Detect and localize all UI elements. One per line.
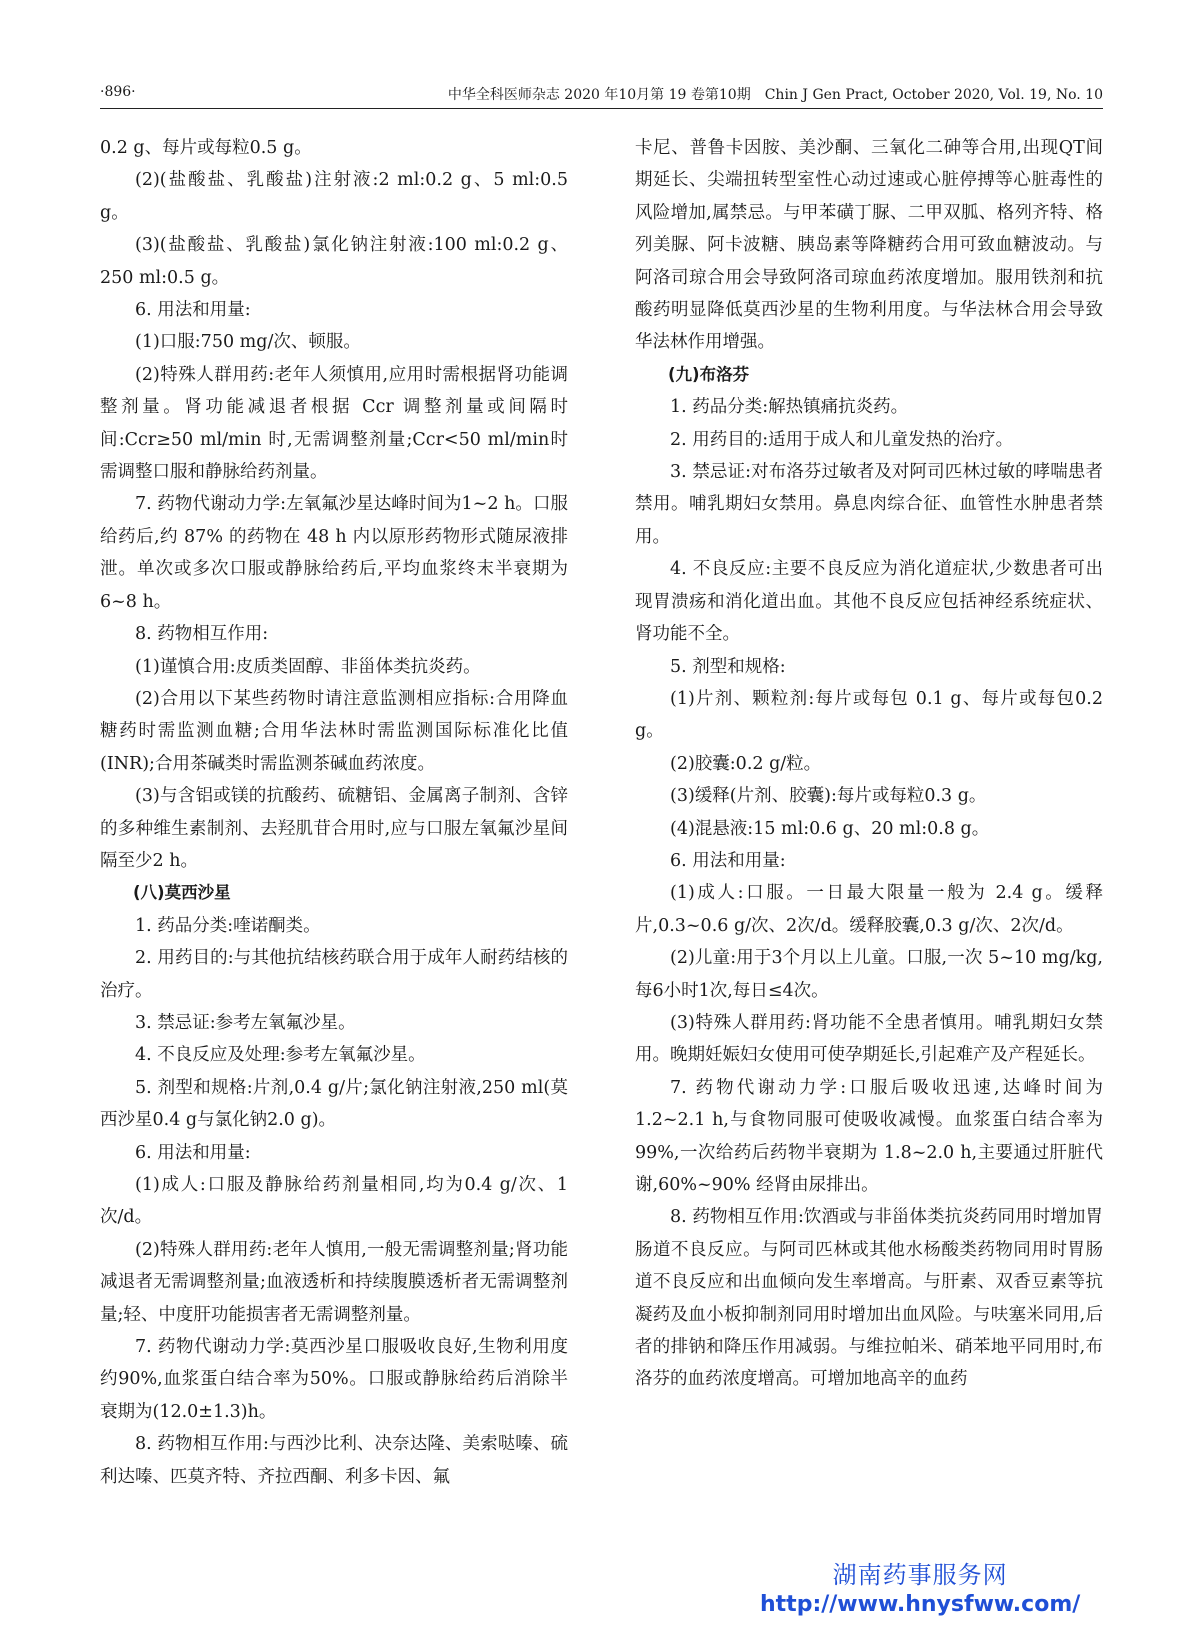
right-paragraph: 3. 禁忌证:对布洛芬过敏者及对阿司匹林过敏的哮喘患者禁用。哺乳期妇女禁用。鼻息肉综合征、血管性水肿患者禁用。 <box>635 462 1103 547</box>
right-paragraph: 5. 剂型和规格: <box>670 656 786 677</box>
left-paragraph: (2)合用以下某些药物时请注意监测相应指标:合用降血糖药时需监测血糖;合用华法林时需监测国际标准化比值(INR);合用茶碱类时需监测茶碱血药浓度。 <box>100 688 568 774</box>
left-paragraph: 8. 药物相互作用: <box>135 624 269 645</box>
left-section-heading: (八)莫西沙星 <box>133 883 231 903</box>
left-paragraph: (1)谨慎合用:皮质类固醇、非甾体类抗炎药。 <box>135 656 481 677</box>
left-paragraph: (2)特殊人群用药:老年人须慎用,应用时需根据肾功能调整剂量。肾功能减退者根据 Ccr 调整剂量或间隔时间:Ccr≥50 ml/min 时,无需调整剂量;Ccr<50 ml/min时需调整口服和静脉给药剂量。 <box>100 364 568 483</box>
watermark-url[interactable]: http://www.hnysfww.com/ <box>760 1592 1081 1617</box>
right-paragraph: (3)缓释(片剂、胶囊):每片或每粒0.3 g。 <box>670 786 987 807</box>
right-paragraph: 1. 药品分类:解热镇痛抗炎药。 <box>670 397 909 418</box>
right-paragraph: 4. 不良反应:主要不良反应为消化道症状,少数患者可出现胃溃疡和消化道出血。其他不良反应包括神经系统症状、肾功能不全。 <box>635 559 1103 645</box>
website-watermark[interactable] <box>760 1555 1080 1617</box>
right-paragraph: 2. 用药目的:适用于成人和儿童发热的治疗。 <box>670 429 1014 450</box>
left-paragraph: 8. 药物相互作用:与西沙比利、决奈达隆、美索哒嗪、硫利达嗪、匹莫齐特、齐拉西酮、利多卡因、氟 <box>100 1434 568 1487</box>
right-paragraph: (4)混悬液:15 ml:0.6 g、20 ml:0.8 g。 <box>670 818 990 839</box>
left-paragraph: (1)口服:750 mg/次、顿服。 <box>135 332 361 353</box>
watermark-title: 湖南药事服务网 <box>832 1561 1008 1589</box>
right-paragraph: 7. 药物代谢动力学:口服后吸收迅速,达峰时间为1.2~2.1 h,与食物同服可使吸收减慢。血浆蛋白结合率为99%,一次给药后药物半衰期为 1.8~2.0 h,主要通过肝脏代谢,60%~90% 经肾由尿排出。 <box>635 1077 1103 1195</box>
left-paragraph: 3. 禁忌证:参考左氧氟沙星。 <box>135 1012 356 1033</box>
left-paragraph: 7. 药物代谢动力学:莫西沙星口服吸收良好,生物利用度约90%,血浆蛋白结合率为50%。口服或静脉给药后消除半衰期为(12.0±1.3)h。 <box>100 1337 568 1422</box>
left-paragraph: 7. 药物代谢动力学:左氧氟沙星达峰时间为1~2 h。口服给药后,约 87% 的药物在 48 h 内以原形药物形式随尿液排泄。单次或多次口服或静脉给药后,平均血浆终末半衰期为 6~8 h。 <box>100 494 568 612</box>
journal-citation: 中华全科医师杂志 2020 年10月第 19 卷第10期 Chin J Gen Pract, October 2020, Vol. 19, No. 10 <box>447 87 1103 103</box>
left-paragraph: (3)(盐酸盐、乳酸盐)氯化钠注射液:100 ml:0.2 g、250 ml:0.5 g。 <box>100 235 568 288</box>
left-paragraph: (2)特殊人群用药:老年人慎用,一般无需调整剂量;肾功能减退者无需调整剂量;血液透析和持续腹膜透析者无需调整剂量;轻、中度肝功能损害者无需调整剂量。 <box>100 1239 568 1325</box>
left-paragraph: 6. 用法和用量: <box>135 1142 251 1163</box>
right-paragraph: (3)特殊人群用药:肾功能不全患者慎用。哺乳期妇女禁用。晚期妊娠妇女使用可使孕期延长,引起难产及产程延长。 <box>635 1012 1103 1066</box>
left-paragraph: (3)与含铝或镁的抗酸药、硫糖铝、金属离子制剂、含锌的多种维生素制剂、去羟肌苷合用时,应与口服左氧氟沙星间隔至少2 h。 <box>100 786 568 871</box>
right-text-column <box>635 132 1103 1396</box>
right-paragraph: (2)胶囊:0.2 g/粒。 <box>670 753 822 774</box>
left-paragraph: 4. 不良反应及处理:参考左氧氟沙星。 <box>135 1045 426 1066</box>
right-paragraph: (1)片剂、颗粒剂:每片或每包 0.1 g、每片或每包0.2 g。 <box>635 688 1103 742</box>
page-number: ·896· <box>100 84 136 100</box>
left-paragraph: 5. 剂型和规格:片剂,0.4 g/片;氯化钠注射液,250 ml(莫西沙星0.4 g与氯化钠2.0 g)。 <box>100 1077 568 1131</box>
left-text-column <box>100 132 568 1493</box>
running-header <box>100 82 1103 109</box>
right-paragraph: (1)成人:口服。一日最大限量一般为 2.4 g。缓释片,0.3~0.6 g/次、2次/d。缓释胶囊,0.3 g/次、2次/d。 <box>635 883 1103 936</box>
left-paragraph: 6. 用法和用量: <box>135 300 251 321</box>
left-paragraph: 2. 用药目的:与其他抗结核药联合用于成年人耐药结核的治疗。 <box>100 948 568 1001</box>
right-paragraph: 卡尼、普鲁卡因胺、美沙酮、三氧化二砷等合用,出现QT间期延长、尖端扭转型室性心动过速或心脏停搏等心脏毒性的风险增加,属禁忌。与甲苯磺丁脲、二甲双胍、格列齐特、格列美脲、阿卡波糖、胰岛素等降糖药合用可致血糖波动。与阿洛司琼合用会导致阿洛司琼血药浓度增加。服用铁剂和抗酸药明显降低莫西沙星的生物利用度。与华法林合用会导致华法林作用增强。 <box>635 138 1103 353</box>
right-paragraph: 6. 用法和用量: <box>670 850 786 871</box>
left-paragraph: (1)成人:口服及静脉给药剂量相同,均为0.4 g/次、1次/d。 <box>100 1175 568 1228</box>
left-paragraph: 1. 药品分类:喹诺酮类。 <box>135 915 321 936</box>
right-paragraph: 8. 药物相互作用:饮酒或与非甾体类抗炎药同用时增加胃肠道不良反应。与阿司匹林或其他水杨酸类药物同用时胃肠道不良反应和出血倾向发生率增高。与肝素、双香豆素等抗凝药及血小板抑制剂同用时增加出血风险。与呋塞米同用,后者的排钠和降压作用减弱。与维拉帕米、硝苯地平同用时,布洛芬的血药浓度增高。可增加地高辛的血药 <box>635 1207 1103 1390</box>
right-paragraph: (2)儿童:用于3个月以上儿童。口服,一次 5~10 mg/kg,每6小时1次,每日≤4次。 <box>635 948 1103 1001</box>
right-section-heading: (九)布洛芬 <box>668 364 750 384</box>
left-paragraph: (2)(盐酸盐、乳酸盐)注射液:2 ml:0.2 g、5 ml:0.5 g。 <box>100 170 568 223</box>
left-paragraph: 0.2 g、每片或每粒0.5 g。 <box>100 138 312 158</box>
